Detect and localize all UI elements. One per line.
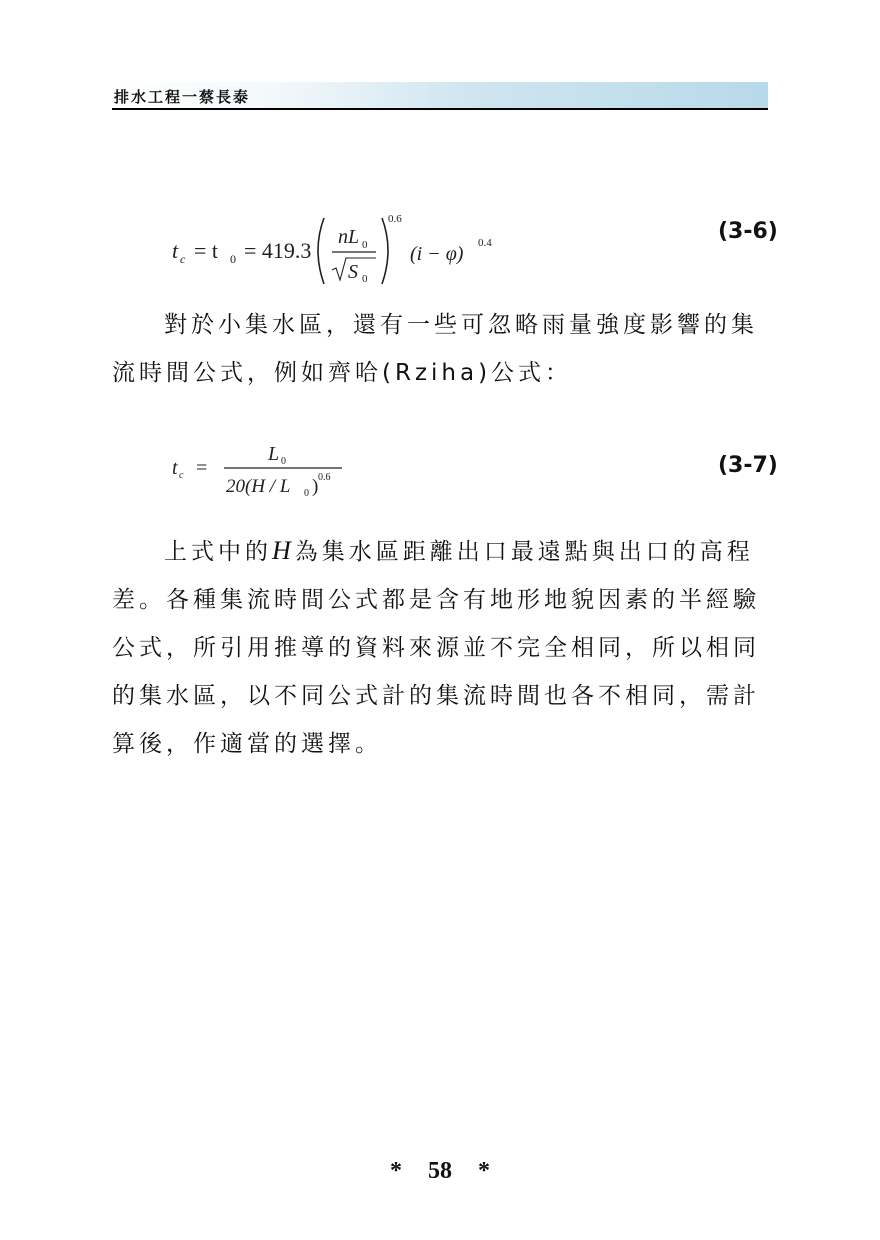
eq2-lhs: t (172, 457, 178, 479)
equation-number-3-6: (3-6) (718, 219, 778, 244)
equation-3-7 (172, 438, 372, 500)
paragraph-2-after: 為集水區距離出口最遠點與出口的高程差。各種集流時間公式都是含有地形地貌因素的半經驗公式，所引用推導的資料來源並不完全相同，所以相同的集水區，以不同公式計的集流時間也各不相同，需計算後，作適當的選擇。 (112, 539, 760, 757)
eq2-num: L (268, 443, 280, 465)
eq1-mid: = t (194, 238, 219, 263)
footer-left-mark: * (390, 1158, 402, 1184)
eq2-den-sub: 0 (304, 488, 309, 499)
paragraph-2-before: 上式中的 (164, 539, 272, 565)
header-rule (112, 108, 768, 110)
eq2-den: 20(H / L (226, 476, 291, 497)
page-number: 58 (428, 1158, 452, 1184)
eq1-den: S (348, 261, 358, 283)
symbol-h: H (272, 536, 295, 565)
page-footer (0, 1158, 880, 1185)
eq2-den-close: ) (312, 476, 319, 497)
eq1-den-sub: 0 (362, 273, 368, 285)
eq2-eq: = (196, 457, 208, 479)
paragraph-2 (112, 527, 772, 768)
eq2-num-sub: 0 (281, 456, 286, 467)
eq1-rhs: = 419.3 (244, 238, 312, 263)
eq1-exp2: 0.4 (478, 237, 492, 249)
eq1-factor: (i − φ) (410, 243, 464, 265)
eq1-lhs-sub: c (180, 252, 186, 266)
footer-right-mark: * (478, 1158, 490, 1184)
running-header-title: 排水工程一蔡長泰 (114, 88, 251, 106)
eq1-exp1: 0.6 (388, 213, 402, 225)
eq1-lhs: t (172, 238, 179, 263)
eq2-lhs-sub: c (179, 470, 184, 481)
eq1-num: nL (338, 226, 360, 248)
eq1-mid-sub: 0 (230, 252, 236, 266)
paragraph-1: 對於小集水區，還有一些可忽略雨量強度影響的集流時間公式，例如齊哈(Rziha)公式： (112, 312, 758, 386)
eq1-num-sub: 0 (362, 239, 368, 251)
eq2-exp: 0.6 (318, 472, 331, 483)
equation-3-6 (172, 210, 492, 290)
equation-number-3-7: (3-7) (718, 453, 778, 478)
